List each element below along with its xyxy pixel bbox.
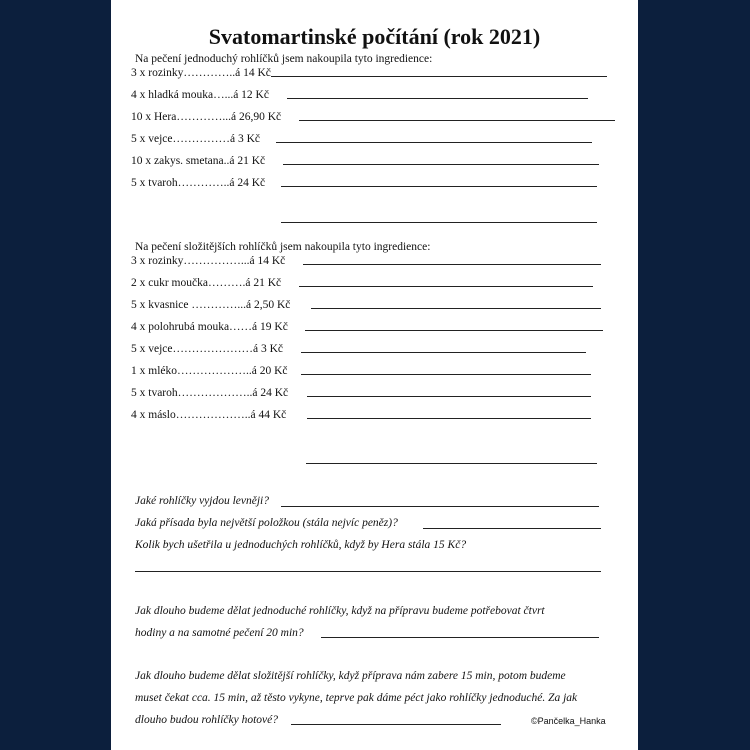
answer-line [281,186,597,187]
section1-item-2: 4 x hladká mouka…...á 12 Kč [131,89,269,101]
section1-total-line [281,222,597,223]
section2-item-1: 3 x rozinky……………...á 14 Kč [131,255,286,267]
section1-item-6: 5 x tvaroh…………..á 24 Kč [131,177,266,189]
answer-line [299,120,615,121]
copyright-note: ©Pančelka_Hanka [531,716,606,726]
answer-line [305,330,603,331]
section1-item-5: 10 x zakys. smetana..á 21 Kč [131,155,266,167]
answer-line [321,637,599,638]
section2-item-6: 1 x mléko………………..á 20 Kč [131,365,288,377]
question-5-line-3: dlouho budou rohlíčky hotové? [135,714,278,726]
question-1: Jaké rohlíčky vyjdou levněji? [135,495,269,507]
answer-line [307,418,591,419]
section1-item-4: 5 x vejce……………á 3 Kč [131,133,261,145]
answer-line [301,374,591,375]
answer-line [303,264,601,265]
answer-line [423,528,601,529]
question-5-line-2: muset čekat cca. 15 min, až těsto vykyne, teprve pak dáme péct jako rohlíčky jednoduché. Za jak [135,692,578,704]
answer-line [281,506,599,507]
section1-item-3: 10 x Hera…………...á 26,90 Kč [131,111,282,123]
section2-item-4: 4 x polohrubá mouka……á 19 Kč [131,321,288,333]
section2-total-line [306,463,597,464]
page-title: Svatomartinské počítání (rok 2021) [208,24,541,49]
section1-intro: Na pečení jednoduchý rohlíčků jsem nakoupila tyto ingredience: [135,53,433,65]
question-4-line-2: hodiny a na samotné pečení 20 min? [135,627,304,639]
section2-item-5: 5 x vejce…………………á 3 Kč [131,343,284,355]
section2-item-7: 5 x tvaroh………………..á 24 Kč [131,387,289,399]
section1-item-1: 3 x rozinky…………..á 14 Kč [131,67,271,79]
section2-item-3: 5 x kvasnice …………...á 2,50 Kč [131,299,291,311]
answer-line [283,164,599,165]
question-4-line-1: Jak dlouho budeme dělat jednoduché rohlíčky, když na přípravu budeme potřebovat čtvrt [135,605,545,617]
worksheet-page [111,0,638,750]
question-3: Kolik bych ušetřila u jednoduchých rohlíčků, když by Hera stála 15 Kč? [135,539,467,551]
answer-line [271,76,607,77]
answer-line [311,308,601,309]
answer-line [307,396,591,397]
answer-line [276,142,592,143]
answer-line [301,352,586,353]
answer-line [291,724,501,725]
question-5-line-1: Jak dlouho budeme dělat složitější rohlíčky, když příprava nám zabere 15 min, potom budeme [135,670,566,682]
section2-item-2: 2 x cukr moučka……….á 21 Kč [131,277,282,289]
section2-intro: Na pečení složitějších rohlíčků jsem nakoupila tyto ingredience: [135,241,431,253]
answer-line [299,286,593,287]
answer-line [135,571,601,572]
section2-item-8: 4 x máslo………………..á 44 Kč [131,409,287,421]
question-2: Jaká přísada byla největší položkou (stála nejvíc peněz)? [135,517,398,529]
answer-line [287,98,588,99]
